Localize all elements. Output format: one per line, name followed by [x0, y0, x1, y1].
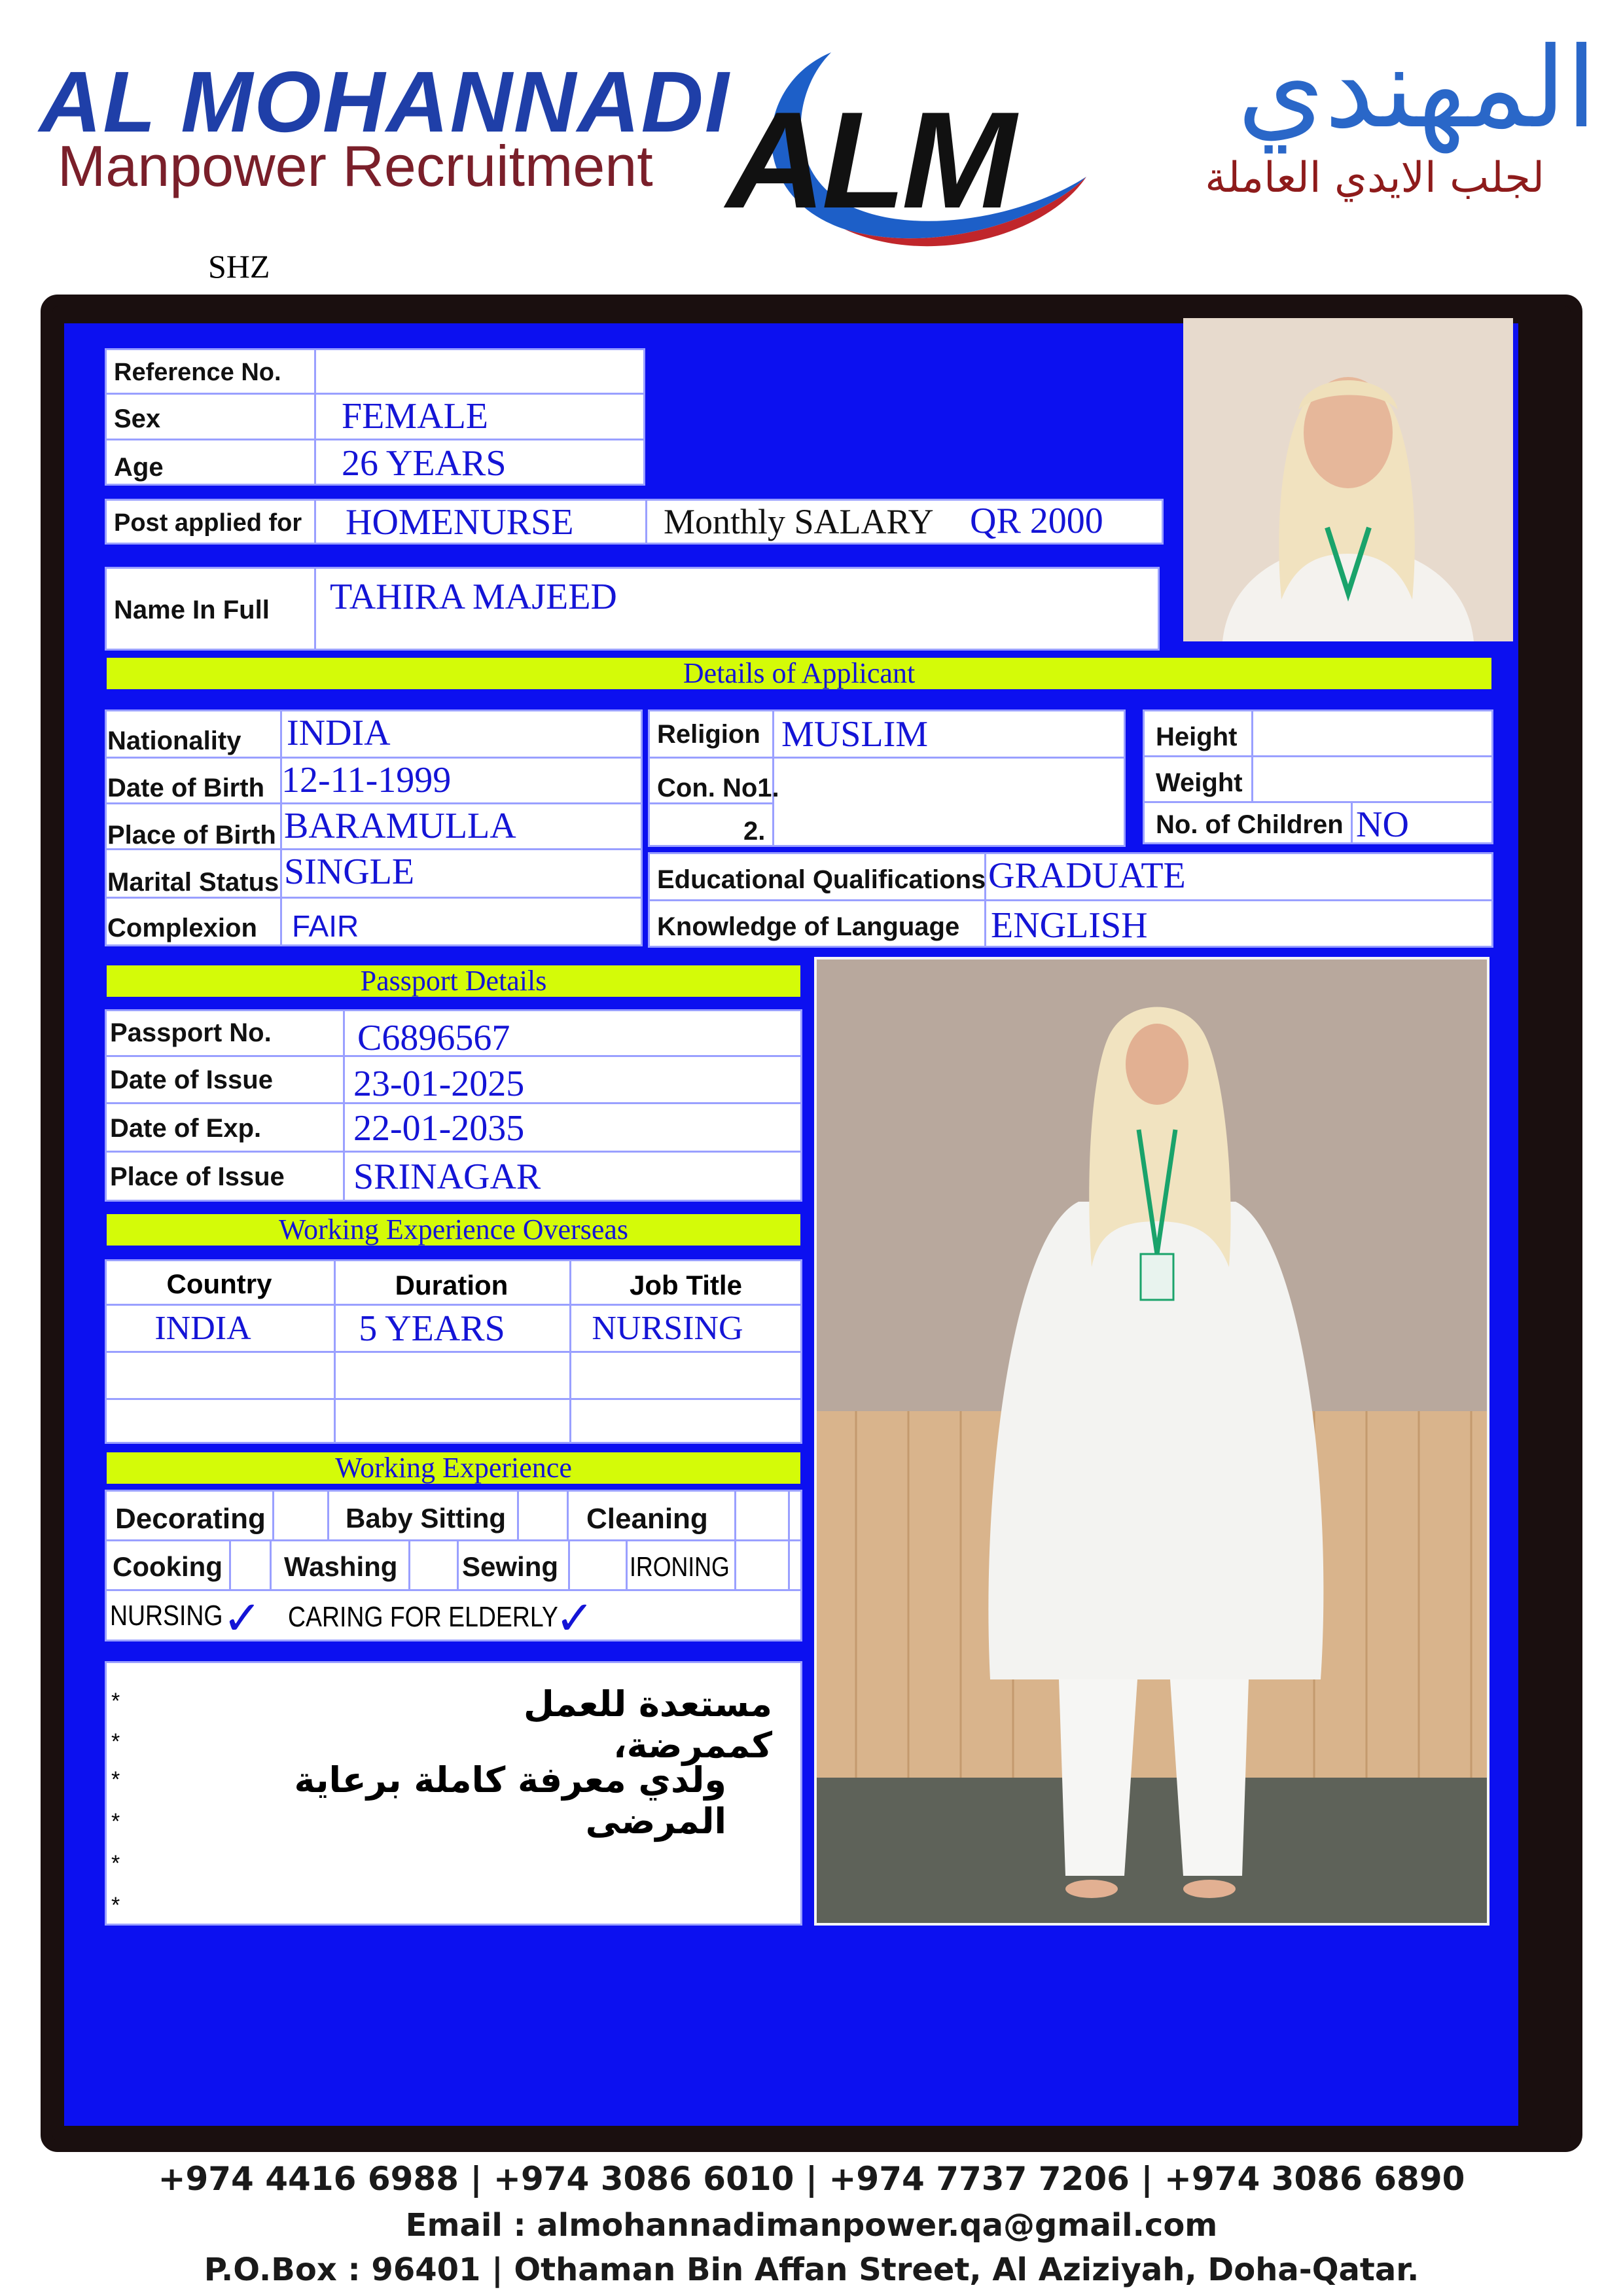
- overseas-header-country: Country: [166, 1268, 272, 1299]
- footer-email: Email : almohannadimanpower.qa@gmail.com: [405, 2207, 1218, 2244]
- passport-heading: Passport Details: [105, 963, 802, 999]
- passport-number-value: C6896567: [357, 1018, 510, 1058]
- marital-value: SINGLE: [284, 852, 415, 892]
- overseas-duration-value: 5 YEARS: [359, 1308, 505, 1349]
- language-value: ENGLISH: [991, 905, 1148, 946]
- sex-label: Sex: [114, 404, 161, 433]
- logo-mark: ALM: [726, 83, 1012, 237]
- logo-arabic-subtitle: لجلب الايدي العاملة: [1205, 154, 1544, 202]
- overseas-heading: Working Experience Overseas: [105, 1212, 802, 1247]
- age-value: 26 YEARS: [342, 443, 507, 484]
- dob-label: Date of Birth: [107, 774, 264, 802]
- logo-arabic-name: المهندي: [1237, 24, 1597, 153]
- skill-nursing: NURSING: [110, 1600, 223, 1632]
- logo-company-name: AL MOHANNADI: [39, 54, 730, 150]
- reference-label: Reference No.: [114, 359, 281, 386]
- skill-decorating: Decorating: [115, 1503, 266, 1535]
- post-label: Post applied for: [114, 509, 302, 537]
- remark-bullet-1: *: [111, 1689, 120, 1713]
- skill-cleaning: Cleaning: [586, 1503, 708, 1535]
- weight-label: Weight: [1156, 768, 1243, 797]
- skill-ironing: IRONING: [630, 1551, 730, 1582]
- age-label: Age: [114, 453, 164, 482]
- salary-label: Monthly SALARY: [664, 502, 934, 541]
- name-value: TAHIRA MAJEED: [330, 577, 617, 617]
- applicant-portrait-photo: [1183, 318, 1513, 641]
- details-heading: Details of Applicant: [105, 656, 1493, 691]
- skill-baby-sitting: Baby Sitting: [346, 1503, 507, 1534]
- salary-value: QR 2000: [970, 501, 1103, 541]
- complexion-value: FAIR: [292, 909, 359, 943]
- children-label: No. of Children: [1156, 810, 1344, 839]
- height-label: Height: [1156, 723, 1238, 751]
- applicant-full-photo: [814, 957, 1489, 1926]
- passport-exp-value: 22-01-2035: [353, 1108, 525, 1149]
- nationality-label: Nationality: [107, 726, 241, 755]
- remark-bullet-2: *: [111, 1729, 120, 1754]
- passport-place-value: SRINAGAR: [353, 1157, 541, 1197]
- agency-code: SHZ: [208, 248, 270, 285]
- skill-elderly-care: CARING FOR ELDERLY: [288, 1601, 558, 1633]
- elderly-check-icon: ✓: [555, 1590, 595, 1645]
- passport-exp-label: Date of Exp.: [110, 1114, 262, 1143]
- children-value: NO: [1356, 804, 1409, 845]
- contact2-label: 2.: [743, 817, 766, 846]
- remark-bullet-5: *: [111, 1851, 120, 1876]
- language-label: Knowledge of Language: [657, 912, 960, 941]
- dob-value: 12-11-1999: [281, 760, 452, 800]
- logo-company-subtitle: Manpower Recruitment: [58, 134, 653, 198]
- complexion-label: Complexion: [107, 914, 257, 942]
- marital-label: Marital Status: [107, 868, 279, 897]
- overseas-country-value: INDIA: [154, 1310, 251, 1347]
- contact1-label: Con. No1.: [657, 774, 779, 802]
- education-label: Educational Qualifications: [657, 865, 986, 894]
- skill-cooking: Cooking: [113, 1551, 223, 1582]
- overseas-header-duration: Duration: [395, 1270, 508, 1300]
- remark-bullet-4: *: [111, 1809, 120, 1834]
- post-value: HOMENURSE: [346, 502, 574, 543]
- passport-issue-value: 23-01-2025: [353, 1064, 525, 1104]
- nationality-value: INDIA: [287, 713, 391, 753]
- footer-phones: +974 4416 6988 | +974 3086 6010 | +974 7737 7206 | +974 3086 6890: [158, 2160, 1465, 2198]
- remark-line-2: ولدي معرفة كاملة برعاية المرضى: [294, 1759, 726, 1842]
- pob-label: Place of Birth: [107, 821, 276, 850]
- nursing-check-icon: ✓: [223, 1590, 262, 1645]
- religion-label: Religion: [657, 720, 760, 749]
- experience-heading: Working Experience: [105, 1450, 802, 1486]
- pob-value: BARAMULLA: [284, 806, 516, 846]
- passport-issue-label: Date of Issue: [110, 1066, 273, 1094]
- name-label: Name In Full: [114, 596, 270, 624]
- sex-value: FEMALE: [342, 396, 488, 437]
- remark-line-1: مستعدة للعمل كممرضة،: [524, 1683, 772, 1766]
- passport-place-label: Place of Issue: [110, 1162, 285, 1191]
- overseas-job-value: NURSING: [592, 1310, 743, 1347]
- education-value: GRADUATE: [988, 855, 1186, 896]
- skill-washing: Washing: [284, 1551, 398, 1582]
- overseas-header-job: Job Title: [630, 1270, 742, 1300]
- religion-value: MUSLIM: [781, 714, 929, 755]
- remark-bullet-3: *: [111, 1767, 120, 1792]
- skill-sewing: Sewing: [462, 1551, 559, 1582]
- remark-bullet-6: *: [111, 1893, 120, 1918]
- footer-address: P.O.Box : 96401 | Othaman Bin Affan Street, Al Aziziyah, Doha-Qatar.: [204, 2251, 1419, 2288]
- passport-number-label: Passport No.: [110, 1018, 272, 1047]
